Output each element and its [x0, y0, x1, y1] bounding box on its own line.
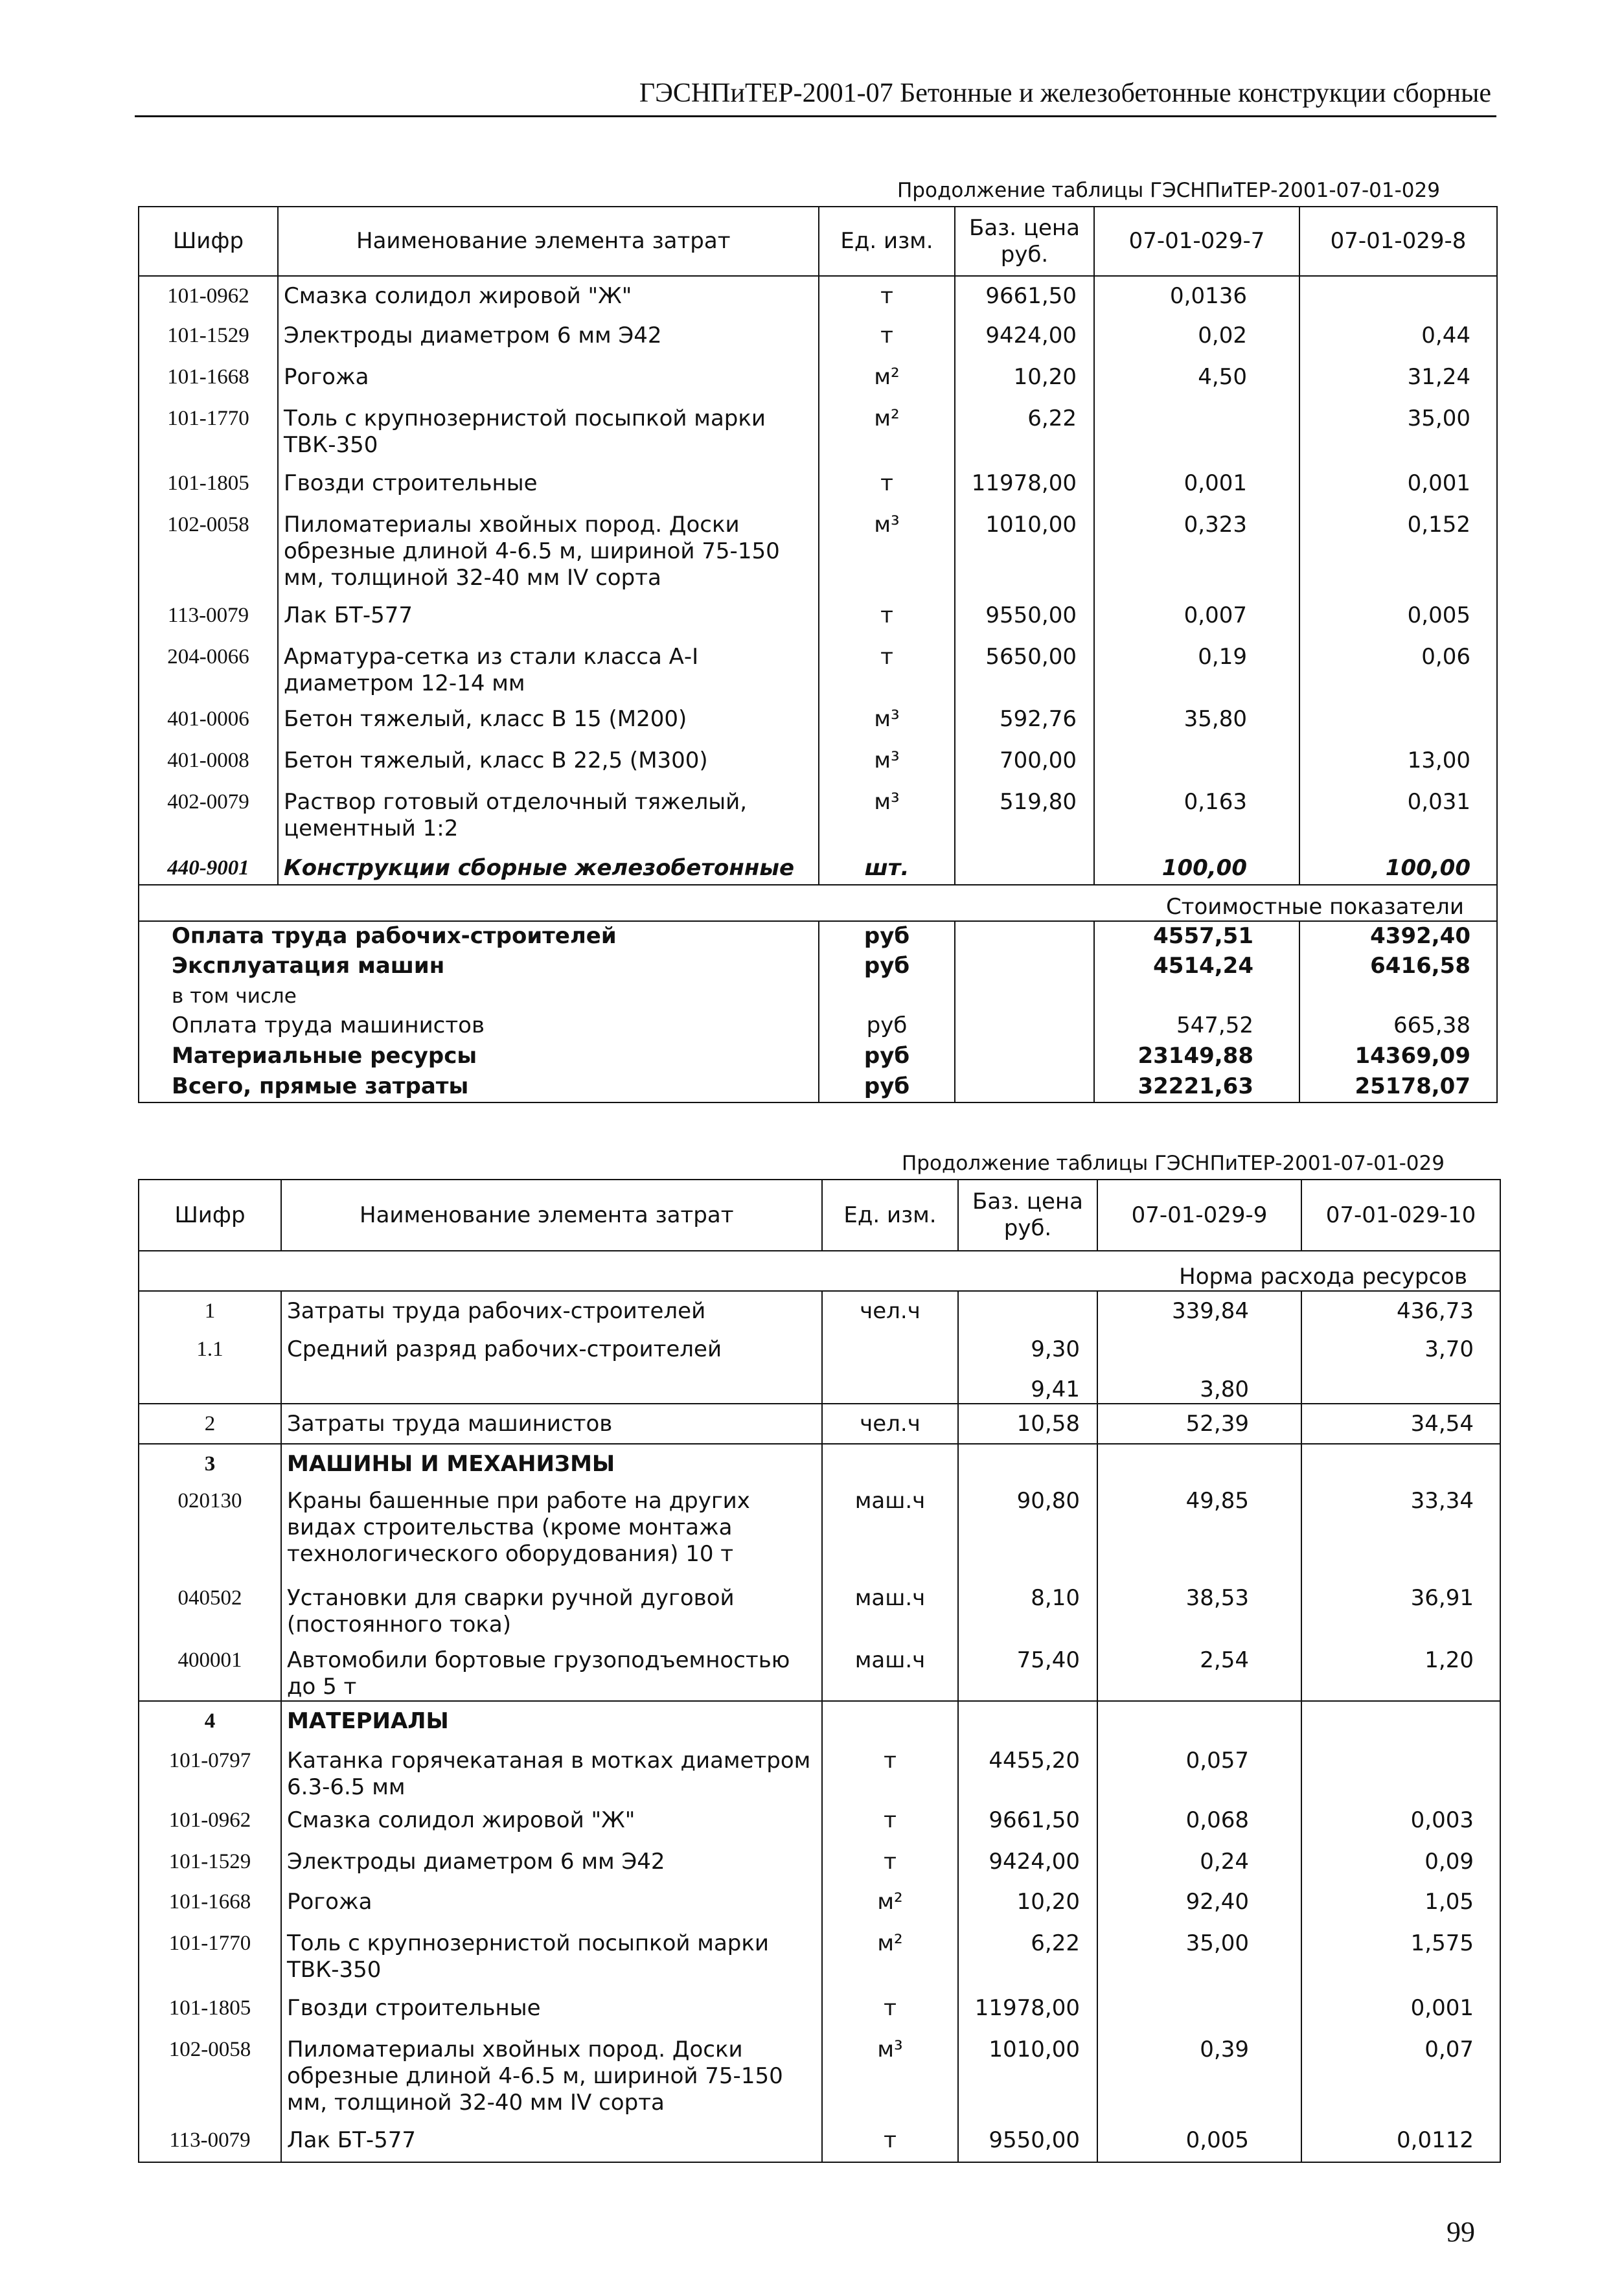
cost-band-label: Стоимостные показатели	[139, 885, 1497, 921]
row-price	[958, 1291, 1097, 1330]
cost-label: Всего, прямые затраты	[139, 1072, 819, 1102]
row-code: 204-0066	[167, 645, 249, 668]
row-unit: м²	[822, 1924, 958, 1989]
row-price	[958, 1444, 1097, 1481]
table-row	[139, 782, 1497, 845]
row-unit: м³	[822, 2030, 958, 2121]
row-price: 592,76	[955, 700, 1094, 741]
row-value-2: 0,001	[1299, 464, 1497, 505]
row-price: 90,80	[958, 1481, 1097, 1579]
row-price: 9424,00	[958, 1842, 1097, 1882]
row-price: 9,41	[958, 1370, 1097, 1404]
row-value-1: 52,39	[1097, 1404, 1301, 1444]
row-name: МАТЕРИАЛЫ	[281, 1701, 822, 1741]
row-code: 1	[139, 1291, 281, 1330]
row-code	[139, 1370, 281, 1404]
cost-value-2: 4392,40	[1299, 921, 1497, 952]
row-unit: маш.ч	[822, 1481, 958, 1579]
row-value-2: 13,00	[1299, 741, 1497, 782]
row-name: Конструкции сборные железобетонные	[278, 845, 819, 885]
row-code: 401-0006	[167, 707, 249, 731]
row-value-2: 0,001	[1301, 1989, 1500, 2030]
row-name: Толь с крупнозернистой посыпкой марки ТВК-350	[281, 1924, 822, 1989]
cost-price	[955, 1011, 1094, 1042]
table-row	[139, 358, 1497, 399]
row-unit: чел.ч	[822, 1404, 958, 1444]
cost-price	[955, 982, 1094, 1011]
table1	[138, 206, 1498, 1103]
cost-value-2	[1299, 982, 1497, 1011]
row-name: Затраты труда машинистов	[281, 1404, 822, 1444]
row-name: Электроды диаметром 6 мм Э42	[281, 1842, 822, 1882]
row-value-2: 33,34	[1301, 1481, 1500, 1579]
row-value-2: 0,07	[1301, 2030, 1500, 2121]
cost-value-1: 4514,24	[1094, 952, 1299, 982]
row-name: Арматура-сетка из стали класса А-I диаметром 12-14 мм	[278, 637, 819, 700]
cost-unit: руб	[819, 1072, 955, 1102]
cost-row	[139, 1042, 1497, 1072]
row-price: 11978,00	[958, 1989, 1097, 2030]
cost-price	[955, 1042, 1094, 1072]
row-name: Гвозди строительные	[278, 464, 819, 505]
row-name: Автомобили бортовые грузоподъемностью до 5 т	[281, 1641, 822, 1701]
table-row	[139, 1842, 1500, 1882]
table-row	[139, 1481, 1500, 1579]
row-price: 10,20	[958, 1882, 1097, 1924]
row-code: 101-1529	[168, 1850, 251, 1873]
row-value-2	[1299, 276, 1497, 316]
row-value-1	[1097, 1701, 1301, 1741]
row-unit: чел.ч	[822, 1291, 958, 1330]
row-name: Пиломатериалы хвойных пород. Доски обрезные длиной 4-6.5 м, шириной 75-150 мм, толщиной 32-40 мм IV сорта	[281, 2030, 822, 2121]
row-unit: м³	[819, 741, 955, 782]
row-price	[955, 845, 1094, 885]
row-unit: м²	[819, 399, 955, 464]
row-code: 020130	[177, 1489, 242, 1513]
table-row	[139, 1330, 1500, 1370]
row-code: 402-0079	[167, 790, 249, 814]
row-value-2: 3,70	[1301, 1330, 1500, 1370]
col-header-variant-1: 07-01-029-7	[1094, 207, 1299, 276]
row-unit: м²	[822, 1882, 958, 1924]
row-value-2: 31,24	[1299, 358, 1497, 399]
row-code: 113-0079	[167, 604, 249, 627]
col-header-variant-2: 07-01-029-10	[1301, 1180, 1500, 1251]
row-code: 102-0058	[167, 513, 249, 536]
table1-body	[139, 276, 1497, 1102]
row-name	[281, 1370, 822, 1404]
cost-value-1: 4557,51	[1094, 921, 1299, 952]
row-value-2: 0,44	[1299, 316, 1497, 358]
row-code: 2	[139, 1404, 281, 1444]
row-name: Рогожа	[281, 1882, 822, 1924]
row-value-1: 4,50	[1094, 358, 1299, 399]
row-unit: маш.ч	[822, 1579, 958, 1641]
cost-row	[139, 921, 1497, 952]
cost-unit: руб	[819, 921, 955, 952]
table-row	[139, 505, 1497, 596]
row-value-2	[1301, 1444, 1500, 1481]
table-row	[139, 276, 1497, 316]
row-value-1: 0,057	[1097, 1741, 1301, 1801]
row-name: Краны башенные при работе на других видах строительства (кроме монтажа технологического оборудования) 10 т	[281, 1481, 822, 1579]
cost-value-2: 25178,07	[1299, 1072, 1497, 1102]
row-value-1: 0,068	[1097, 1801, 1301, 1842]
row-value-1: 92,40	[1097, 1882, 1301, 1924]
row-value-2	[1301, 1701, 1500, 1741]
row-unit	[822, 1701, 958, 1741]
row-code: 400001	[177, 1649, 242, 1672]
cost-label: Оплата труда рабочих-строителей	[172, 923, 617, 949]
row-value-1: 0,24	[1097, 1842, 1301, 1882]
row-price: 6,22	[958, 1924, 1097, 1989]
cost-label: Оплата труда машинистов	[172, 1012, 485, 1038]
row-price: 5650,00	[955, 637, 1094, 700]
row-unit: т	[822, 1842, 958, 1882]
row-unit: т	[822, 1989, 958, 2030]
col-header-variant-2: 07-01-029-8	[1299, 207, 1497, 276]
row-unit: м²	[819, 358, 955, 399]
row-name: Лак БТ-577	[281, 2121, 822, 2162]
cost-value-1: 547,52	[1094, 1011, 1299, 1042]
table-row	[139, 1370, 1500, 1404]
row-code: 1.1	[196, 1338, 223, 1361]
row-price: 519,80	[955, 782, 1094, 845]
col-header-unit: Ед. изм.	[819, 207, 955, 276]
row-value-2: 1,575	[1301, 1924, 1500, 1989]
cost-value-1: 32221,63	[1094, 1072, 1299, 1102]
cost-unit	[819, 982, 955, 1011]
row-name: Катанка горячекатаная в мотках диаметром 6.3-6.5 мм	[281, 1741, 822, 1801]
col-header-variant-1: 07-01-029-9	[1097, 1180, 1301, 1251]
cost-price	[955, 952, 1094, 982]
cost-label: Эксплуатация машин	[172, 953, 445, 979]
table-row	[139, 741, 1497, 782]
col-header-code: Шифр	[139, 1180, 281, 1251]
table-row	[139, 1801, 1500, 1842]
row-price	[958, 1701, 1097, 1741]
table-row	[139, 1404, 1500, 1444]
row-code: 101-1529	[167, 324, 249, 347]
row-value-1: 0,323	[1094, 505, 1299, 596]
row-code: 101-0962	[168, 1809, 251, 1832]
row-value-1: 0,001	[1094, 464, 1299, 505]
cost-value-1	[1094, 982, 1299, 1011]
row-name: Бетон тяжелый, класс В 15 (М200)	[278, 700, 819, 741]
cost-unit: руб	[819, 952, 955, 982]
row-value-2: 0,152	[1299, 505, 1497, 596]
row-unit: м³	[819, 782, 955, 845]
row-value-1	[1097, 1330, 1301, 1370]
table-row	[139, 700, 1497, 741]
row-code: 440-9001	[167, 856, 249, 880]
row-code: 401-0008	[167, 749, 249, 772]
row-price: 1010,00	[955, 505, 1094, 596]
running-header	[135, 76, 1496, 117]
row-price: 6,22	[955, 399, 1094, 464]
row-name: Установки для сварки ручной дуговой (постоянного тока)	[281, 1579, 822, 1641]
row-value-1	[1094, 741, 1299, 782]
row-code: 101-1805	[167, 472, 249, 495]
row-unit	[822, 1370, 958, 1404]
row-value-2: 0,031	[1299, 782, 1497, 845]
row-value-1: 35,80	[1094, 700, 1299, 741]
row-value-2	[1299, 700, 1497, 741]
col-header-code: Шифр	[139, 207, 278, 276]
row-unit: т	[819, 316, 955, 358]
row-name: Рогожа	[278, 358, 819, 399]
table-row	[139, 1924, 1500, 1989]
row-value-1: 0,19	[1094, 637, 1299, 700]
col-header-name: Наименование элемента затрат	[281, 1180, 822, 1251]
table-row	[139, 2030, 1500, 2121]
cost-band-row	[139, 885, 1497, 921]
row-value-1: 0,005	[1097, 2121, 1301, 2162]
row-price: 9661,50	[955, 276, 1094, 316]
row-name: Пиломатериалы хвойных пород. Доски обрезные длиной 4-6.5 м, шириной 75-150 мм, толщиной 32-40 мм IV сорта	[278, 505, 819, 596]
row-unit: т	[819, 464, 955, 505]
row-price: 8,10	[958, 1579, 1097, 1641]
row-unit: т	[822, 1801, 958, 1842]
table-row	[139, 399, 1497, 464]
row-value-1: 3,80	[1097, 1370, 1301, 1404]
row-price: 9661,50	[958, 1801, 1097, 1842]
row-value-1: 339,84	[1097, 1291, 1301, 1330]
cost-value-2: 665,38	[1299, 1011, 1497, 1042]
cost-row	[139, 982, 1497, 1011]
header-title: ГЭСНПиТЕР-2001-07 Бетонные и железобетонные конструкции сборные	[639, 78, 1491, 108]
row-unit: м³	[819, 505, 955, 596]
table-row	[139, 316, 1497, 358]
row-code: 101-1668	[167, 365, 249, 389]
row-price: 9,30	[958, 1330, 1097, 1370]
row-value-1	[1094, 399, 1299, 464]
row-value-1: 49,85	[1097, 1481, 1301, 1579]
table-row	[139, 464, 1497, 505]
section-row	[139, 1701, 1500, 1741]
row-value-1: 38,53	[1097, 1579, 1301, 1641]
row-code: 101-0797	[168, 1749, 251, 1772]
row-code: 101-1770	[168, 1932, 251, 1955]
row-price: 9424,00	[955, 316, 1094, 358]
row-name: Средний разряд рабочих-строителей	[281, 1330, 822, 1370]
row-value-2	[1301, 1370, 1500, 1404]
row-value-2: 0,09	[1301, 1842, 1500, 1882]
row-code: 101-0962	[167, 284, 249, 308]
row-price: 4455,20	[958, 1741, 1097, 1801]
row-value-1: 0,0136	[1094, 276, 1299, 316]
row-value-1	[1097, 1989, 1301, 2030]
norm-band-row	[139, 1251, 1500, 1291]
row-price: 10,58	[958, 1404, 1097, 1444]
table1-caption: Продолжение таблицы ГЭСНПиТЕР-2001-07-01-029	[897, 179, 1440, 202]
cost-value-2: 14369,09	[1299, 1042, 1497, 1072]
row-value-1: 0,02	[1094, 316, 1299, 358]
row-price: 9550,00	[955, 596, 1094, 637]
row-unit	[822, 1330, 958, 1370]
cost-price	[955, 921, 1094, 952]
row-unit: т	[819, 637, 955, 700]
cost-value-1: 23149,88	[1094, 1042, 1299, 1072]
row-value-2: 0,005	[1299, 596, 1497, 637]
cost-row	[139, 1011, 1497, 1042]
cost-row	[139, 952, 1497, 982]
row-name: Электроды диаметром 6 мм Э42	[278, 316, 819, 358]
row-unit: шт.	[819, 845, 955, 885]
row-code: 4	[139, 1701, 281, 1741]
row-value-1: 2,54	[1097, 1641, 1301, 1701]
row-code: 113-0079	[139, 2121, 281, 2162]
row-price: 9550,00	[958, 2121, 1097, 2162]
cost-label: в том числе	[172, 985, 297, 1008]
cost-unit: руб	[819, 1011, 955, 1042]
row-value-1: 0,163	[1094, 782, 1299, 845]
table-row	[139, 2121, 1500, 2162]
row-value-1: 100,00	[1094, 845, 1299, 885]
row-value-1	[1097, 1444, 1301, 1481]
total-product-row	[139, 845, 1497, 885]
row-name: МАШИНЫ И МЕХАНИЗМЫ	[281, 1444, 822, 1481]
row-price: 700,00	[955, 741, 1094, 782]
row-value-1: 0,007	[1094, 596, 1299, 637]
col-header-price: Баз. цена руб.	[958, 1180, 1097, 1251]
row-value-2: 0,0112	[1301, 2121, 1500, 2162]
row-code: 101-1770	[167, 407, 249, 430]
table-row	[139, 1989, 1500, 2030]
row-value-2: 0,06	[1299, 637, 1497, 700]
row-price: 10,20	[955, 358, 1094, 399]
row-name: Раствор готовый отделочный тяжелый, цементный 1:2	[278, 782, 819, 845]
row-unit: т	[819, 596, 955, 637]
row-value-2: 35,00	[1299, 399, 1497, 464]
page-number: 99	[1447, 2216, 1475, 2248]
row-name: Смазка солидол жировой "Ж"	[281, 1801, 822, 1842]
table-row	[139, 637, 1497, 700]
row-unit: м³	[819, 700, 955, 741]
row-unit: маш.ч	[822, 1641, 958, 1701]
row-code: 101-1805	[168, 1996, 251, 2020]
col-header-name: Наименование элемента затрат	[278, 207, 819, 276]
row-value-1: 35,00	[1097, 1924, 1301, 1989]
row-name: Лак БТ-577	[278, 596, 819, 637]
table-row	[139, 1579, 1500, 1641]
row-price: 11978,00	[955, 464, 1094, 505]
row-code: 102-0058	[168, 2038, 251, 2061]
row-value-2: 100,00	[1299, 845, 1497, 885]
row-value-2: 0,003	[1301, 1801, 1500, 1842]
table-row	[139, 1291, 1500, 1330]
col-header-unit: Ед. изм.	[822, 1180, 958, 1251]
table-row	[139, 596, 1497, 637]
table-row	[139, 1882, 1500, 1924]
row-price: 1010,00	[958, 2030, 1097, 2121]
cost-unit: руб	[819, 1042, 955, 1072]
row-value-2: 436,73	[1301, 1291, 1500, 1330]
table-row	[139, 1741, 1500, 1801]
row-value-1: 0,39	[1097, 2030, 1301, 2121]
table2-caption: Продолжение таблицы ГЭСНПиТЕР-2001-07-01-029	[902, 1152, 1445, 1175]
row-unit	[822, 1444, 958, 1481]
cost-row	[139, 1072, 1497, 1102]
cost-value-2: 6416,58	[1299, 952, 1497, 982]
row-unit: т	[822, 2121, 958, 2162]
section-row	[139, 1444, 1500, 1481]
row-name: Смазка солидол жировой "Ж"	[278, 276, 819, 316]
cost-price	[955, 1072, 1094, 1102]
row-code: 3	[139, 1444, 281, 1481]
row-value-2: 36,91	[1301, 1579, 1500, 1641]
row-code: 101-1668	[168, 1890, 251, 1913]
row-value-2: 34,54	[1301, 1404, 1500, 1444]
table-row	[139, 1641, 1500, 1701]
row-name: Бетон тяжелый, класс В 22,5 (М300)	[278, 741, 819, 782]
row-name: Толь с крупнозернистой посыпкой марки ТВК-350	[278, 399, 819, 464]
cost-label: Материальные ресурсы	[172, 1043, 477, 1069]
row-value-2	[1301, 1741, 1500, 1801]
norm-band-label: Норма расхода ресурсов	[139, 1251, 1500, 1291]
row-name: Затраты труда рабочих-строителей	[281, 1291, 822, 1330]
row-value-2: 1,05	[1301, 1882, 1500, 1924]
table1-header-row	[139, 207, 1497, 276]
table2-header-row	[139, 1180, 1500, 1251]
row-value-2: 1,20	[1301, 1641, 1500, 1701]
table2-body	[139, 1291, 1500, 2162]
table2	[138, 1179, 1501, 2163]
col-header-price: Баз. цена руб.	[955, 207, 1094, 276]
row-code: 040502	[177, 1586, 242, 1610]
row-name: Гвозди строительные	[281, 1989, 822, 2030]
row-unit: т	[819, 276, 955, 316]
row-unit: т	[822, 1741, 958, 1801]
row-price: 75,40	[958, 1641, 1097, 1701]
